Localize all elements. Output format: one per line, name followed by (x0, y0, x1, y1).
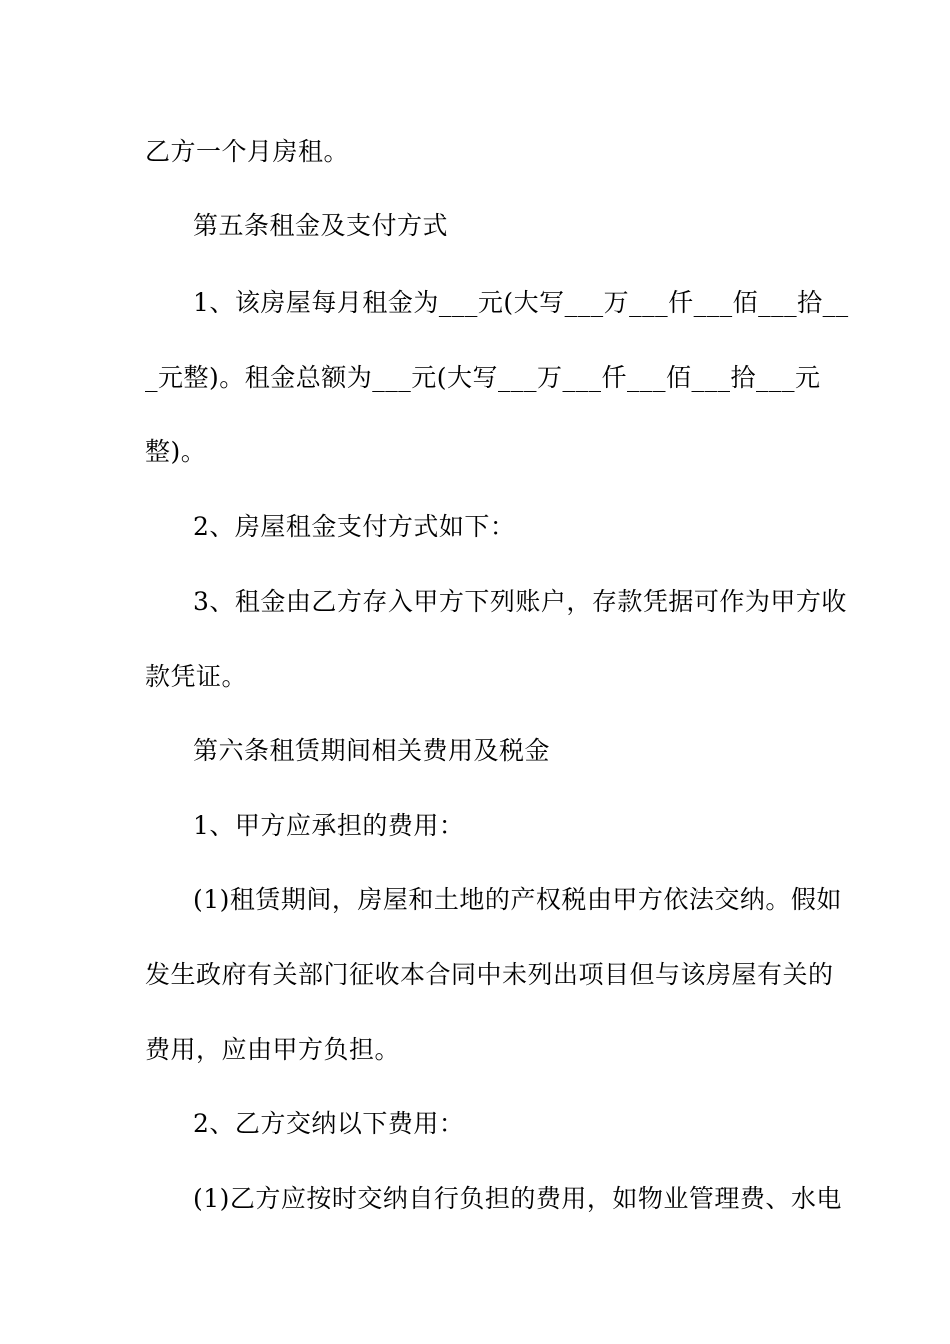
paragraph-line: 2、房屋租金支付方式如下： (193, 512, 516, 541)
paragraph-line: 2、乙方交纳以下费用： (193, 1109, 465, 1138)
paragraph-line: 整)。 (145, 437, 207, 466)
paragraph-line: 款凭证。 (145, 662, 248, 691)
paragraph-line: 乙方一个月房租。 (145, 137, 350, 166)
article-heading: 第五条租金及支付方式 (193, 211, 449, 240)
paragraph-line: (1)乙方应按时交纳自行负担的费用，如物业管理费、水电 (193, 1184, 842, 1213)
paragraph-line: _元整)。租金总额为___元(大写___万___仟___佰___拾___元 (145, 363, 821, 392)
paragraph-line: 发生政府有关部门征收本合同中未列出项目但与该房屋有关的 (145, 960, 834, 989)
paragraph-line: 1、该房屋每月租金为___元(大写___万___仟___佰___拾__ (193, 288, 849, 317)
paragraph-line: 1、甲方应承担的费用： (193, 811, 465, 840)
paragraph-line: (1)租赁期间，房屋和土地的产权税由甲方依法交纳。假如 (193, 885, 842, 914)
paragraph-line: 费用，应由甲方负担。 (145, 1035, 401, 1064)
paragraph-line: 3、租金由乙方存入甲方下列账户，存款凭据可作为甲方收 (193, 587, 847, 616)
article-heading: 第六条租赁期间相关费用及税金 (193, 736, 551, 765)
